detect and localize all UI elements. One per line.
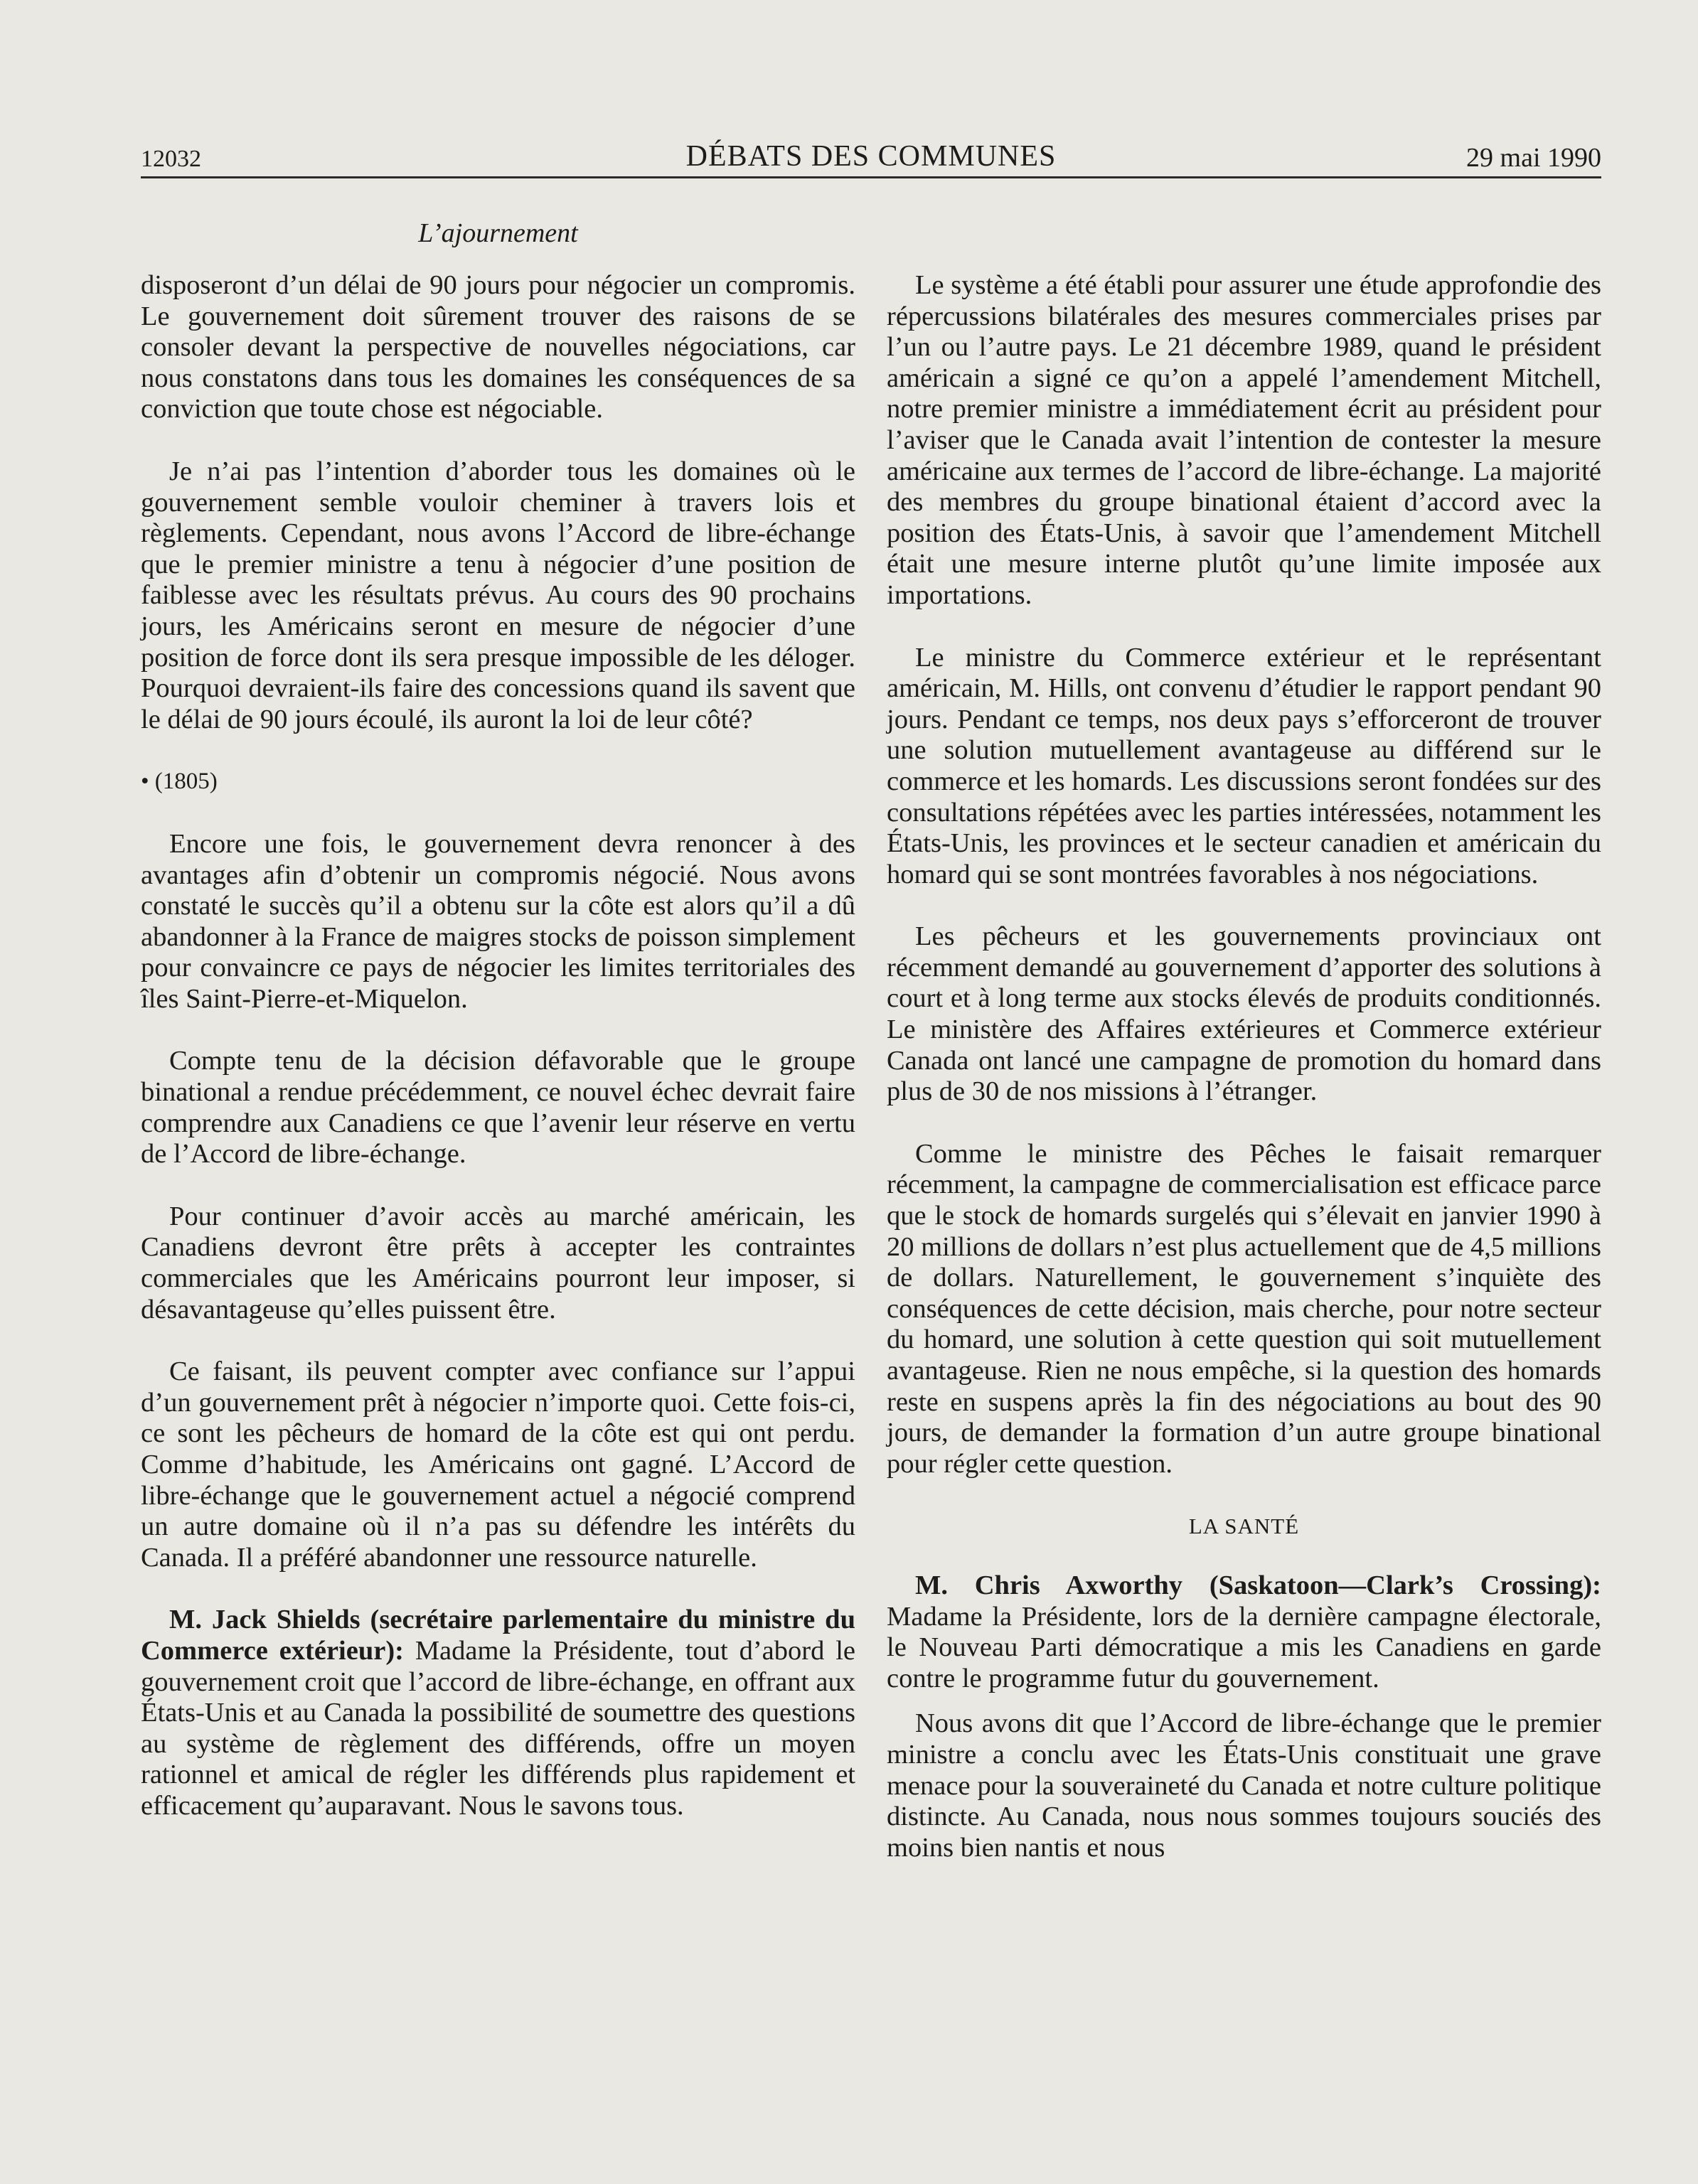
paragraph: Ce faisant, ils peuvent compter avec confiance sur l’appui d’un gouvernement prêt à négocier n’importe quoi. Cette fois-ci, ce sont les pêcheurs de homard de la côte est qui ont perdu. Comme d’habitude, les Américains ont gagné. L’Accord de libre-échange que le gouvernement actuel a négocié comprend un autre domaine où il n’a pas su défendre les intérêts du Canada. Il a préféré abandonner une ressource naturelle. bbox=[141, 1356, 855, 1573]
time-marker: • (1805) bbox=[141, 769, 218, 795]
paragraph: Compte tenu de la décision défavorable que le groupe binational a rendue précédemment, ce nouvel échec devrait faire comprendre aux Canadiens ce que l’avenir leur réserve en vertu de l’Accord de libre-échange. bbox=[141, 1046, 855, 1169]
speech-text: Madame la Présidente, lors de la dernière campagne électorale, le Nouveau Parti démocratique a mis les Canadiens en garde contre le programme futur du gouvernement. bbox=[887, 1601, 1601, 1693]
page-header bbox=[141, 139, 1601, 178]
publication-title: DÉBATS DES COMMUNES bbox=[685, 140, 1057, 173]
paragraph: Encore une fois, le gouvernement devra renoncer à des avantages afin d’obtenir un compromis négocié. Nous avons constaté le succès qu’il a obtenu sur la côte est alors qu’il a dû abandonner à la France de maigres stocks de poisson simplement pour convaincre ce pays de négocier les limites territoriales des îles Saint-Pierre-et-Miquelon. bbox=[141, 828, 855, 1014]
paragraph: Je n’ai pas l’intention d’aborder tous les domaines où le gouvernement semble vouloir cheminer à travers lois et règlements. Cependant, nous avons l’Accord de libre-échange que le premier ministre a tenu à négocier d’une position de faiblesse avec les résultats prévus. Au cours des 90 prochains jours, les Américains seront en mesure de négocier d’une position de force dont ils sera presque impossible de les déloger. Pourquoi devraient-ils faire des concessions quand ils savent que le délai de 90 jours écoulé, ils auront la loi de leur côté? bbox=[141, 456, 855, 734]
speech-paragraph bbox=[141, 1605, 855, 1821]
paragraph: Les pêcheurs et les gouvernements provinciaux ont récemment demandé au gouvernement d’apporter des solutions à court et à long terme aux stocks élevés de produits conditionnés. Le ministère des Affaires extérieures et Commerce extérieur Canada ont lancé une campagne de promotion du homard dans plus de 30 de nos missions à l’étranger. bbox=[887, 921, 1601, 1107]
speaker-name: M. Chris Axworthy (Saskatoon—Clark’s Crossing): bbox=[915, 1570, 1601, 1600]
paragraph: Le ministre du Commerce extérieur et le représentant américain, M. Hills, ont convenu d’étudier le rapport pendant 90 jours. Pendant ce temps, nos deux pays s’efforceront de trouver une solution mutuellement avantageuse au différend sur le commerce et les homards. Les discussions seront fondées sur des consultations répétées avec les parties intéressées, notamment les États-Unis, les provinces et le secteur canadien et américain du homard qui se sont montrées favorables à nos négociations. bbox=[887, 642, 1601, 889]
speech-text: Madame la Présidente, tout d’abord le gouvernement croit que l’accord de libre-échange, en offrant aux États-Unis et au Canada la possibilité de soumettre des questions au système de règlement des différends, offre un moyen rationnel et amical de régler les différends plus rapidement et efficacement qu’auparavant. Nous le savons tous. bbox=[141, 1635, 855, 1821]
publication-date: 29 mai 1990 bbox=[1466, 143, 1601, 173]
page-number: 12032 bbox=[141, 146, 201, 172]
paragraph: disposeront d’un délai de 90 jours pour négocier un compromis. Le gouvernement doit sûrement trouver des raisons de se consoler devant la perspective de nouvelles négociations, car nous constatons dans tous les domaines les conséquences de sa conviction que toute chose est négociable. bbox=[141, 270, 855, 424]
paragraph: Le système a été établi pour assurer une étude approfondie des répercussions bilatérales des mesures commerciales prises par l’un ou l’autre pays. Le 21 décembre 1989, quand le président américain a signé ce qu’on a appelé l’amendement Mitchell, notre premier ministre a immédiatement écrit au président pour l’aviser que le Canada avait l’intention de contester la mesure américaine aux termes de l’accord de libre-échange. La majorité des membres du groupe binational étaient d’accord avec la position des États-Unis, à savoir que l’amendement Mitchell était une mesure interne plutôt qu’une limite imposée aux importations. bbox=[887, 270, 1601, 610]
speech-paragraph bbox=[887, 1570, 1601, 1694]
right-column bbox=[887, 270, 1601, 1895]
section-subheading: L’ajournement bbox=[418, 218, 578, 248]
speaker-name: M. Jack Shields (secrétaire parlementaire du ministre du Commerce extérieur): bbox=[141, 1605, 855, 1666]
section-heading: LA SANTÉ bbox=[1188, 1514, 1300, 1539]
left-column bbox=[141, 270, 855, 1853]
paragraph: Pour continuer d’avoir accès au marché américain, les Canadiens devront être prêts à accepter les contraintes commerciales que les Américains pourront leur imposer, si désavantageuse qu’elles puissent être. bbox=[141, 1201, 855, 1324]
paragraph: Comme le ministre des Pêches le faisait remarquer récemment, la campagne de commercialisation est efficace parce que le stock de homards surgelés qui s’élevait en janvier 1990 à 20 millions de dollars n’est plus actuellement que de 4,5 millions de dollars. Naturellement, le gouvernement s’inquiète des conséquences de cette décision, mais cherche, pour notre secteur du homard, une solution à cette question qui soit mutuellement avantageuse. Rien ne nous empêche, si la question des homards reste en suspens après la fin des négociations au bout des 90 jours, de demander la formation d’un autre groupe binational pour régler cette question. bbox=[887, 1138, 1601, 1479]
paragraph: Nous avons dit que l’Accord de libre-échange que le premier ministre a conclu avec les États-Unis constituait une grave menace pour la souveraineté du Canada et notre culture politique distincte. Au Canada, nous nous sommes toujours souciés des moins bien nantis et nous bbox=[887, 1708, 1601, 1863]
